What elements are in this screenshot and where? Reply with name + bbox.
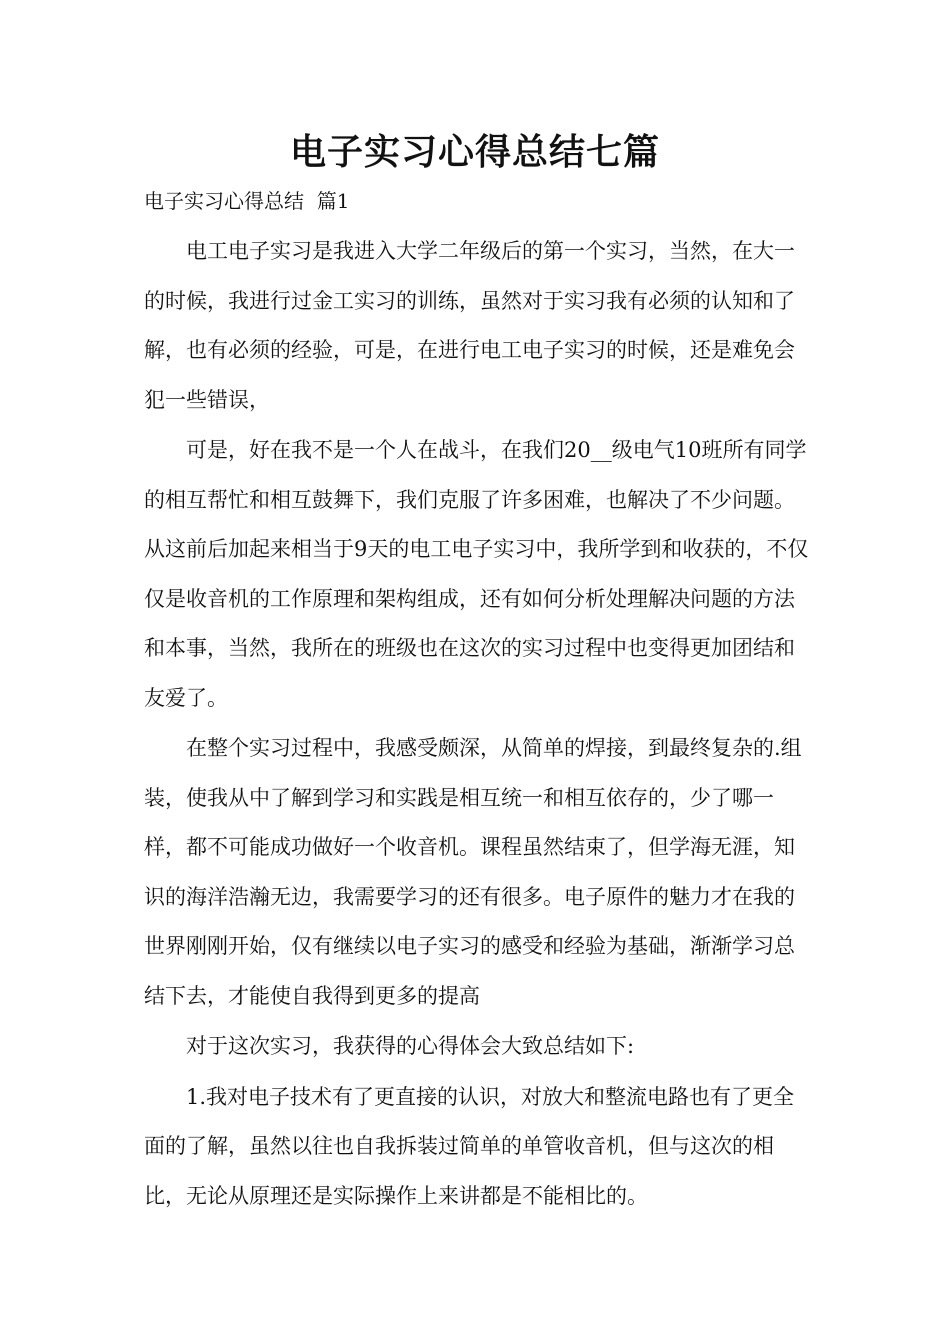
paragraph: 对于这次实习，我获得的心得体会大致总结如下: (186, 1034, 635, 1058)
paragraph: 可是，好在我不是一个人在战斗，在我们20__级电气10班所有同学的相互帮忙和相互鼓舞下，我们克服了许多困难，也解决了不少问题。从这前后加起来相当于9天的电工电子实习中，我所学到和收获的，不仅仅是收音机的工作原理和架构组成，还有如何分析处理解决问题的方法和本事，当然，我所在的班级也在这次的实习过程中也变得更加团结和友爱了。 (144, 438, 809, 710)
paragraph: 1.我对电子技术有了更直接的认识，对放大和整流电路也有了更全面的了解，虽然以往也自我拆装过简单的单管收音机，但与这次的相比，无论从原理还是实际操作上来讲都是不能相比的。 (144, 1084, 795, 1208)
paragraph: 在整个实习过程中，我感受颇深，从简单的焊接，到最终复杂的.组装，使我从中了解到学习和实践是相互统一和相互依存的，少了哪一样，都不可能成功做好一个收音机。课程虽然结束了，但学海无涯，知识的海洋浩瀚无边，我需要学习的还有很多。电子原件的魅力才在我的世界刚刚开始，仅有继续以电子实习的感受和经验为基础，渐渐学习总结下去，才能使自我得到更多的提高 (144, 736, 802, 1008)
section-heading: 电子实习心得总结 篇1 (144, 189, 350, 213)
paragraph: 电工电子实习是我进入大学二年级后的第一个实习，当然，在大一的时候，我进行过金工实习的训练，虽然对于实习我有必须的认知和了解，也有必须的经验，可是，在进行电工电子实习的时候，还是难免会犯一些错误， (144, 239, 795, 412)
document-body (144, 227, 814, 1222)
document-title: 电子实习心得总结七篇 (289, 132, 660, 173)
